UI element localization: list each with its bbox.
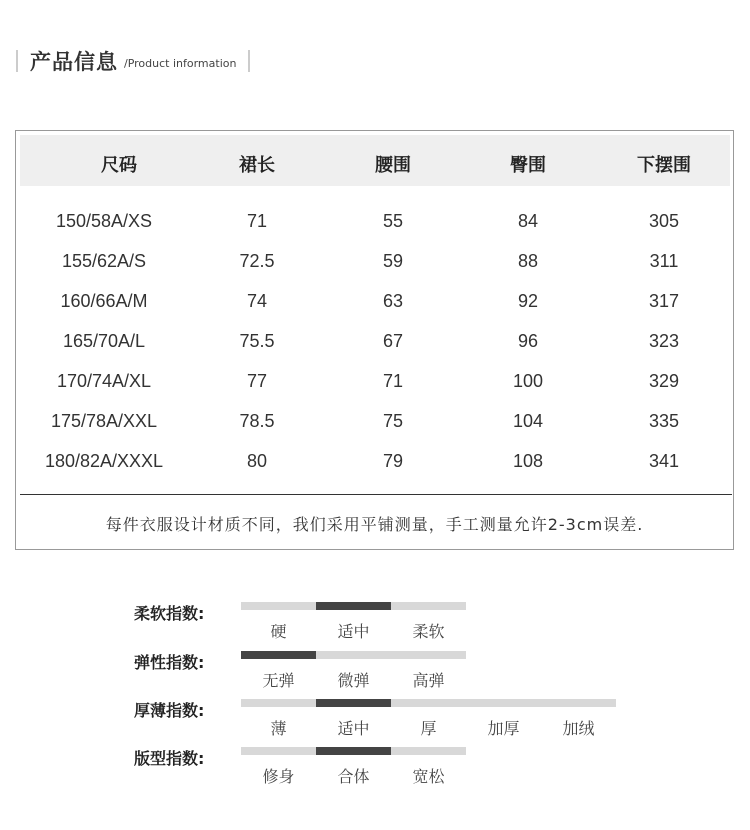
cell-size: 150/58A/XS (55, 211, 153, 231)
cell-waist: 67 (382, 331, 404, 351)
table-row (16, 371, 733, 411)
index-option: 厚 (420, 719, 437, 738)
cell-waist: 79 (382, 451, 404, 471)
cell-length: 71 (246, 211, 268, 231)
cell-length: 75.5 (239, 331, 275, 351)
table-row (16, 291, 733, 331)
cell-size: 175/78A/XXL (50, 411, 158, 431)
cell-hip: 96 (517, 331, 539, 351)
index-label: 版型指数: (134, 749, 205, 768)
size-table-header (20, 135, 730, 186)
column-header-hem: 下摆围 (637, 155, 691, 176)
column-header-hip: 臀围 (510, 155, 546, 176)
index-label: 柔软指数: (134, 604, 205, 623)
index-option: 硬 (270, 622, 287, 641)
cell-hem: 329 (648, 371, 680, 391)
index-segment (241, 651, 316, 659)
index-option: 柔软 (412, 622, 445, 641)
cell-length: 78.5 (239, 411, 275, 431)
cell-hem: 317 (648, 291, 680, 311)
table-row (16, 331, 733, 371)
column-header-waist: 腰围 (375, 155, 411, 176)
cell-hem: 311 (649, 251, 679, 271)
table-row (16, 411, 733, 451)
cell-size: 180/82A/XXXL (44, 451, 164, 471)
cell-length: 72.5 (239, 251, 275, 271)
table-row (16, 211, 733, 251)
section-title: 产品信息 (30, 50, 118, 74)
cell-hip: 108 (512, 451, 544, 471)
cell-waist: 75 (382, 411, 404, 431)
index-option: 薄 (270, 719, 287, 738)
cell-hem: 335 (648, 411, 680, 431)
index-option: 加厚 (487, 719, 520, 738)
section-subtitle: /Product information (124, 57, 237, 70)
index-option: 微弹 (337, 671, 370, 690)
cell-size: 165/70A/L (62, 331, 146, 351)
cell-hem: 341 (648, 451, 680, 471)
index-segment (241, 699, 316, 707)
cell-length: 77 (246, 371, 268, 391)
index-segment (391, 651, 466, 659)
table-row (16, 451, 733, 491)
index-segment (466, 699, 541, 707)
cell-size: 160/66A/M (60, 291, 148, 311)
index-segment (241, 747, 316, 755)
index-option: 宽松 (412, 767, 445, 786)
index-option: 适中 (337, 622, 370, 641)
cell-hem: 323 (648, 331, 680, 351)
table-row (16, 251, 733, 291)
index-segment (541, 699, 616, 707)
cell-waist: 71 (382, 371, 404, 391)
cell-hip: 92 (517, 291, 539, 311)
index-label: 厚薄指数: (134, 701, 205, 720)
section-header (16, 48, 250, 74)
cell-size: 155/62A/S (61, 251, 147, 271)
column-header-length: 裙长 (239, 155, 275, 176)
index-option: 修身 (262, 767, 295, 786)
index-segment (316, 602, 391, 610)
header-left-bar (16, 50, 18, 72)
index-segment (316, 651, 391, 659)
index-segment (316, 747, 391, 755)
index-option: 加绒 (562, 719, 595, 738)
index-segment (241, 602, 316, 610)
index-segment (316, 699, 391, 707)
column-header-size: 尺码 (101, 155, 137, 176)
cell-hip: 100 (512, 371, 544, 391)
index-segment (391, 602, 466, 610)
cell-size: 170/74A/XL (56, 371, 152, 391)
index-option: 适中 (337, 719, 370, 738)
index-segment (391, 699, 466, 707)
cell-waist: 55 (382, 211, 404, 231)
cell-hem: 305 (648, 211, 680, 231)
size-table (15, 130, 734, 550)
index-segment (391, 747, 466, 755)
index-option: 无弹 (262, 671, 295, 690)
cell-hip: 88 (517, 251, 539, 271)
index-label: 弹性指数: (134, 653, 205, 672)
index-option: 合体 (337, 767, 370, 786)
cell-length: 80 (246, 451, 268, 471)
measurement-note: 每件衣服设计材质不同，我们采用平铺测量，手工测量允许2-3cm误差. (105, 515, 644, 534)
index-option: 高弹 (412, 671, 445, 690)
cell-waist: 63 (382, 291, 404, 311)
table-divider (20, 494, 732, 495)
cell-length: 74 (246, 291, 268, 311)
cell-waist: 59 (382, 251, 404, 271)
header-right-bar (248, 50, 250, 72)
cell-hip: 84 (517, 211, 539, 231)
cell-hip: 104 (512, 411, 544, 431)
